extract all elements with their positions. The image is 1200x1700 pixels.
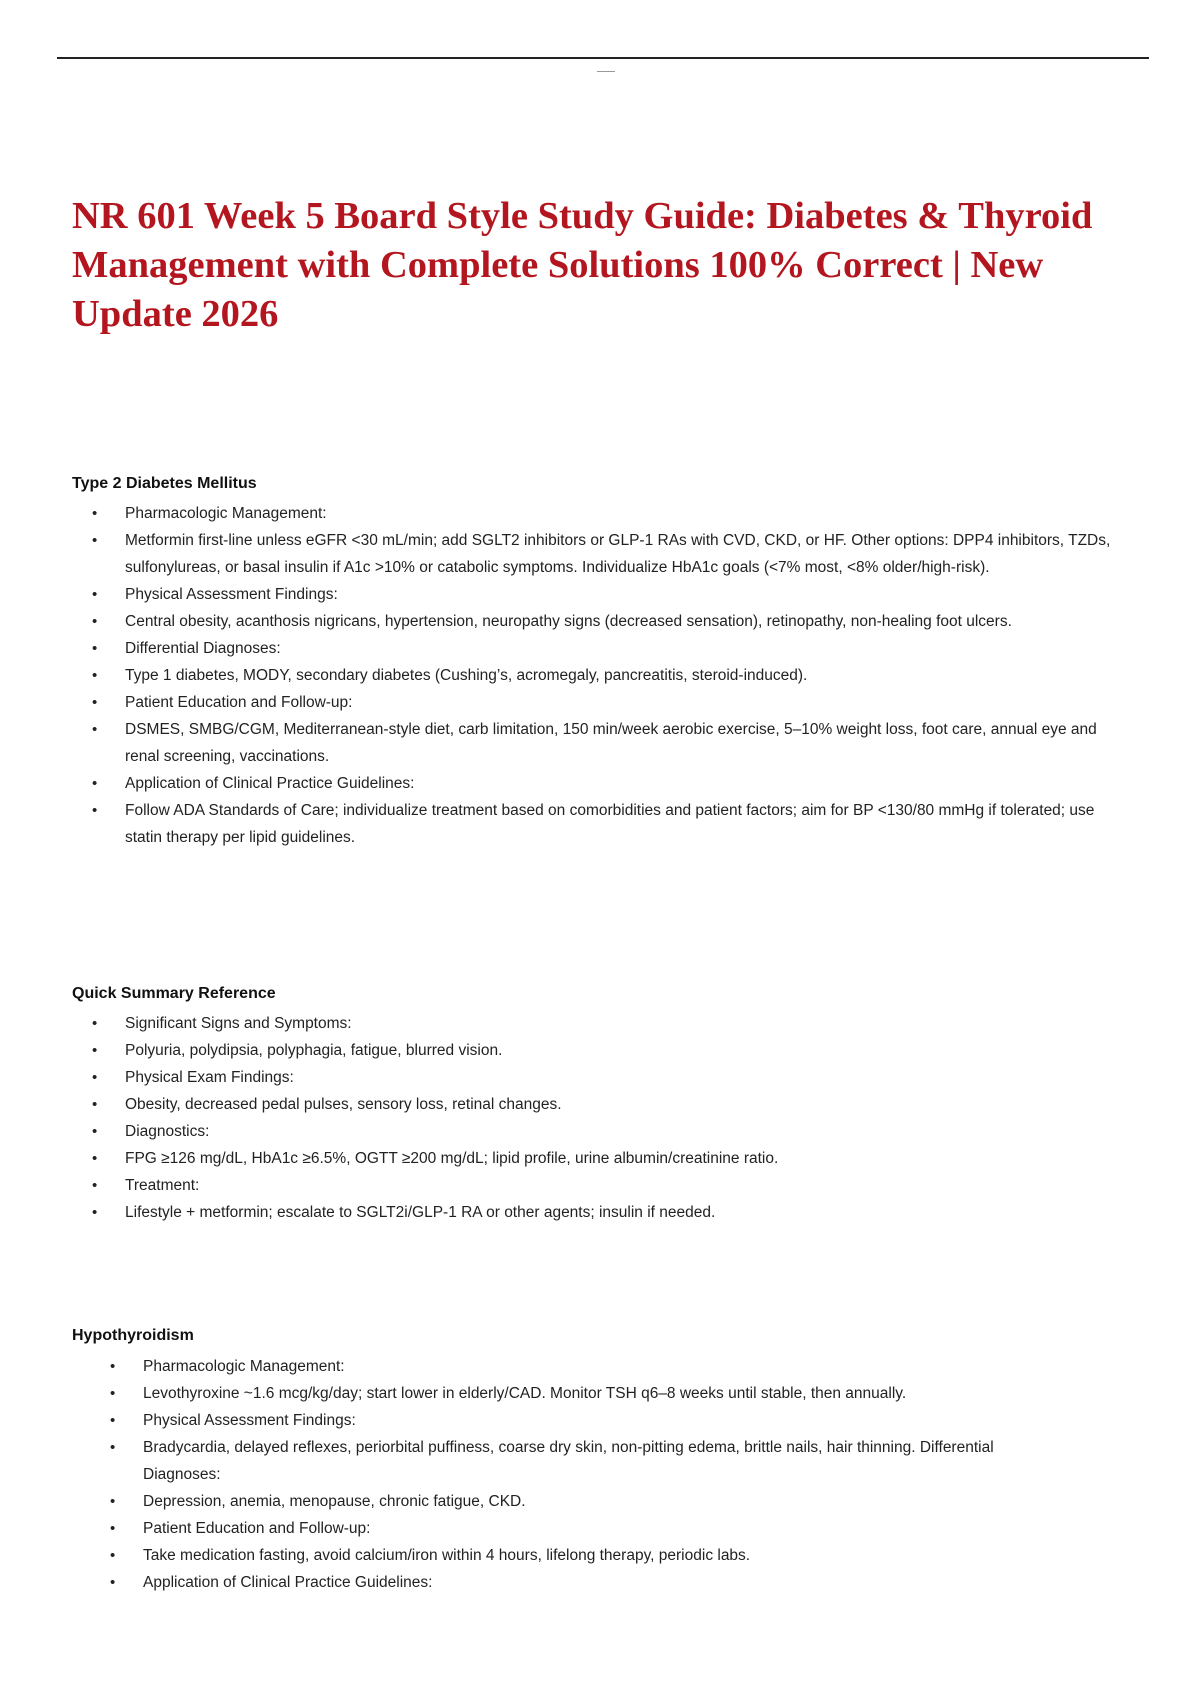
- list-item-text: Type 1 diabetes, MODY, secondary diabetes (Cushing’s, acromegaly, pancreatitis, steroid-induced).: [125, 667, 808, 684]
- bullet-dot-icon: •: [110, 1412, 116, 1429]
- bullet-dot-icon: •: [92, 1015, 98, 1032]
- list-item: [92, 689, 1135, 716]
- list-item: [92, 1172, 1135, 1199]
- bullet-dot-icon: •: [92, 505, 98, 522]
- bullet-dot-icon: •: [92, 775, 98, 792]
- bullet-dot-icon: •: [92, 1042, 98, 1059]
- list-item: [110, 1488, 1073, 1515]
- list-item-text: Depression, anemia, menopause, chronic fatigue, CKD.: [143, 1493, 526, 1510]
- list-item: [92, 770, 1135, 797]
- list-item: [92, 581, 1135, 608]
- list-item-text: Patient Education and Follow-up:: [125, 694, 353, 711]
- list-item: [92, 662, 1135, 689]
- list-item-text: Levothyroxine ~1.6 mcg/kg/day; start lower in elderly/CAD. Monitor TSH q6–8 weeks until stable, then annually.: [143, 1385, 907, 1402]
- list-item-text: Pharmacologic Management:: [125, 505, 327, 522]
- t2dm-bullet-list: [92, 500, 1135, 851]
- list-item: [92, 608, 1135, 635]
- document-title: NR 601 Week 5 Board Style Study Guide: Diabetes & Thyroid Management with Complete Solutions 100% Correct | New Update 2026: [72, 195, 1093, 335]
- list-item: [92, 635, 1135, 662]
- bullet-dot-icon: •: [110, 1574, 116, 1591]
- bullet-dot-icon: •: [92, 532, 98, 549]
- bullet-dot-icon: •: [92, 1069, 98, 1086]
- list-item-text: Patient Education and Follow-up:: [143, 1520, 371, 1537]
- list-item-text: Take medication fasting, avoid calcium/iron within 4 hours, lifelong therapy, periodic labs.: [143, 1547, 751, 1564]
- header-rule: [57, 57, 1149, 59]
- bullet-dot-icon: •: [110, 1385, 116, 1402]
- list-item-text: Application of Clinical Practice Guidelines:: [125, 775, 415, 792]
- bullet-dot-icon: •: [92, 1150, 98, 1167]
- bullet-dot-icon: •: [92, 1204, 98, 1221]
- list-item-text: DSMES, SMBG/CGM, Mediterranean-style diet, carb limitation, 150 min/week aerobic exercise, 5–10% weight loss, foot care, annual eye and renal screening, vaccinations.: [125, 721, 1097, 765]
- list-item-text: Metformin first-line unless eGFR <30 mL/min; add SGLT2 inhibitors or GLP-1 RAs with CVD, CKD, or HF. Other options: DPP4 inhibitors, TZDs, sulfonylureas, or basal insulin if A1c >10% or catabolic symptoms. Individualize HbA1c goals (<7% most, <8% older/high-risk).: [125, 532, 1111, 576]
- list-item-text: Significant Signs and Symptoms:: [125, 1015, 352, 1032]
- list-item: [92, 1199, 1135, 1226]
- section-heading-hypothyroidism: Hypothyroidism: [72, 1327, 194, 1344]
- list-item-text: Central obesity, acanthosis nigricans, hypertension, neuropathy signs (decreased sensation), retinopathy, non-healing foot ulcers.: [125, 613, 1012, 630]
- bullet-dot-icon: •: [110, 1547, 116, 1564]
- list-item: [110, 1407, 1073, 1434]
- bullet-dot-icon: •: [110, 1439, 116, 1456]
- list-item-text: Diagnostics:: [125, 1123, 210, 1140]
- list-item: [92, 716, 1135, 770]
- bullet-dot-icon: •: [92, 640, 98, 657]
- list-item-text: Polyuria, polydipsia, polyphagia, fatigue, blurred vision.: [125, 1042, 503, 1059]
- list-item: [110, 1353, 1073, 1380]
- list-item-text: Pharmacologic Management:: [143, 1358, 345, 1375]
- bullet-dot-icon: •: [110, 1493, 116, 1510]
- bullet-dot-icon: •: [92, 1096, 98, 1113]
- list-item: [110, 1434, 1073, 1488]
- list-item: [92, 1145, 1135, 1172]
- list-item-text: Physical Assessment Findings:: [125, 586, 338, 603]
- bullet-dot-icon: •: [92, 1177, 98, 1194]
- list-item: [110, 1380, 1073, 1407]
- list-item: [92, 797, 1135, 851]
- list-item-text: FPG ≥126 mg/dL, HbA1c ≥6.5%, OGTT ≥200 mg/dL; lipid profile, urine albumin/creatinine ratio.: [125, 1150, 779, 1167]
- section-heading-quick-summary: Quick Summary Reference: [72, 985, 276, 1002]
- list-item: [92, 527, 1135, 581]
- list-item: [92, 1010, 1135, 1037]
- bullet-dot-icon: •: [92, 694, 98, 711]
- list-item-text: Differential Diagnoses:: [125, 640, 281, 657]
- list-item: [110, 1569, 1073, 1596]
- list-item: [92, 1037, 1135, 1064]
- list-item-text: Physical Assessment Findings:: [143, 1412, 356, 1429]
- list-item-text: Treatment:: [125, 1177, 200, 1194]
- list-item-text: Bradycardia, delayed reflexes, periorbital puffiness, coarse dry skin, non-pitting edema, brittle nails, hair thinning. Differential Diagnoses:: [143, 1439, 994, 1483]
- list-item: [92, 1091, 1135, 1118]
- bullet-dot-icon: •: [110, 1358, 116, 1375]
- list-item-text: Follow ADA Standards of Care; individualize treatment based on comorbidities and patient factors; aim for BP <130/80 mmHg if tolerated; use statin therapy per lipid guidelines.: [125, 802, 1095, 846]
- list-item: [92, 1118, 1135, 1145]
- section-heading-t2dm: Type 2 Diabetes Mellitus: [72, 475, 257, 492]
- bullet-dot-icon: •: [92, 802, 98, 819]
- bullet-dot-icon: •: [92, 1123, 98, 1140]
- bullet-dot-icon: •: [92, 586, 98, 603]
- list-item-text: Physical Exam Findings:: [125, 1069, 294, 1086]
- bullet-dot-icon: •: [92, 667, 98, 684]
- hypothyroidism-bullet-list: [110, 1353, 1073, 1596]
- list-item: [92, 1064, 1135, 1091]
- bullet-dot-icon: •: [92, 721, 98, 738]
- quick-summary-bullet-list: [92, 1010, 1135, 1226]
- list-item-text: Lifestyle + metformin; escalate to SGLT2i/GLP-1 RA or other agents; insulin if needed.: [125, 1204, 716, 1221]
- list-item: [92, 500, 1135, 527]
- bullet-dot-icon: •: [110, 1520, 116, 1537]
- list-item: [110, 1542, 1073, 1569]
- list-item-text: Application of Clinical Practice Guidelines:: [143, 1574, 433, 1591]
- list-item: [110, 1515, 1073, 1542]
- bullet-dot-icon: •: [92, 613, 98, 630]
- list-item-text: Obesity, decreased pedal pulses, sensory loss, retinal changes.: [125, 1096, 562, 1113]
- header-mark: [597, 71, 615, 72]
